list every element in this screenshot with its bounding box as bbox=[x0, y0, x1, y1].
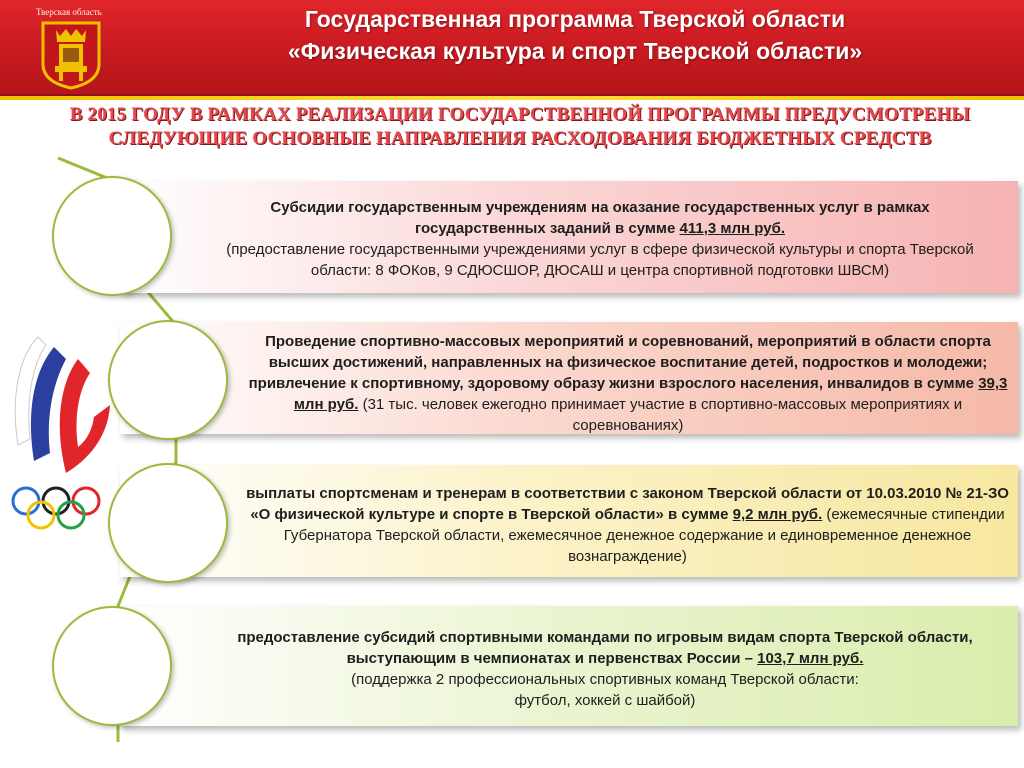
block-2-note: (31 тыс. человек ежегодно принимает участие в спортивно-массовых мероприятиях и соревнованиях) bbox=[362, 396, 963, 434]
block-3-text bbox=[245, 483, 1010, 567]
region-label: Тверская область bbox=[36, 7, 102, 17]
block-1-amount: 411,3 млн руб. bbox=[679, 220, 786, 237]
block-3-note: (ежемесячные стипендии Губернатора Тверской области, ежемесячное денежное содержание и единовременное денежное вознаграждение) bbox=[283, 506, 1005, 565]
tver-coat-of-arms-icon bbox=[40, 20, 102, 90]
block-2-text bbox=[238, 331, 1018, 436]
block-4-amount: 103,7 млн руб. bbox=[757, 650, 864, 667]
russian-olympic-logo-icon bbox=[4, 335, 116, 535]
block-1-description: Субсидии государственным учреждениям на оказание государственных услуг в рамках государственных заданий в сумме bbox=[270, 199, 930, 237]
block-1-text bbox=[220, 197, 980, 281]
header-stripe bbox=[0, 96, 1024, 100]
program-subtitle: «Физическая культура и спорт Тверской области» bbox=[287, 38, 863, 64]
header-bar bbox=[0, 0, 1024, 96]
block-2-description: Проведение спортивно-массовых мероприятий и соревнований, мероприятий в области спорта высших достижений, направленных на физическое воспитание детей, подростков и молодежи; привлечение к спортивному, здоровому образу жизни взрослого населения, инвалидов в сумме bbox=[248, 333, 991, 392]
block-4-text bbox=[190, 627, 1020, 711]
section-heading-line2: СЛЕДУЮЩИЕ ОСНОВНЫЕ НАПРАВЛЕНИЯ РАСХОДОВАНИЯ БЮДЖЕТНЫХ СРЕДСТВ bbox=[108, 128, 932, 149]
block-1-note: (предоставление государственными учреждениями услуг в сфере физической культуры и спорта Тверской области: 8 ФОКов, 9 СДЮСШОР, ДЮСАШ и центра спортивной подготовки ШВСМ) bbox=[226, 241, 974, 279]
block-4-description: предоставление субсидий спортивными командами по игровым видам спорта Тверской области, выступающим в чемпионатах и первенствах России – bbox=[237, 629, 973, 667]
block-3-circle bbox=[108, 463, 228, 583]
block-3-description: выплаты спортсменам и тренерам в соответствии с законом Тверской области от 10.03.2010 № 21-ЗО «О физической культуре и спорте в Тверской области» в сумме bbox=[246, 485, 1009, 523]
block-1-circle bbox=[52, 176, 172, 296]
section-heading-line1: В 2015 ГОДУ В РАМКАХ РЕАЛИЗАЦИИ ГОСУДАРСТВЕННОЙ ПРОГРАММЫ ПРЕДУСМОТРЕНЫ bbox=[69, 104, 971, 125]
block-4-note-line2: футбол, хоккей с шайбой) bbox=[514, 692, 696, 709]
block-4-circle bbox=[52, 606, 172, 726]
block-4-note-line1: (поддержка 2 профессиональных спортивных команд Тверской области: bbox=[351, 671, 859, 688]
block-3-amount: 9,2 млн руб. bbox=[732, 506, 823, 523]
block-2-amount: 39,3 млн руб. bbox=[293, 375, 1008, 413]
program-title: Государственная программа Тверской области bbox=[304, 6, 846, 32]
block-2-circle bbox=[108, 320, 228, 440]
